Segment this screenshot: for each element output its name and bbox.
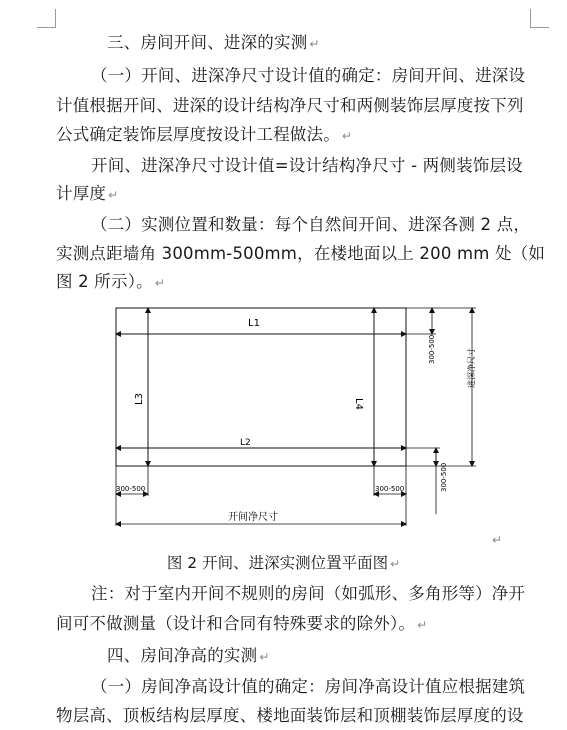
paragraph-text: 物层高、顶板结构层厚度、楼地面装饰层和顶棚装饰层厚度的设 [56,706,524,725]
paragraph-line [91,675,567,699]
label-L3: L3 [134,393,145,405]
dim-label-top-right: 300-500 [428,334,436,364]
return-mark-icon: ↵ [341,129,353,143]
paragraph-text: （一）房间净高设计值的确定：房间净高设计值应根据建筑 [91,677,526,696]
figure-caption [0,552,567,575]
note-text: 注：对于室内开间不规则的房间（如弧形、多角形等）净开 [91,584,526,603]
depth-label: 进深净尺寸 [467,348,476,388]
note-line [91,582,567,606]
paragraph-line [56,123,536,148]
paragraph-text: 计值根据开间、进深的设计结构净尺寸和两侧装饰层厚度按下列 [56,96,524,115]
width-label: 开间净尺寸 [228,512,278,523]
return-mark-icon: ↵ [492,533,503,547]
paragraph-text: 公式确定装饰层厚度按设计工程做法。 [56,125,340,144]
section-heading [107,31,567,56]
formula-text: 开间、进深净尺寸设计值=设计结构净尺寸 - 两侧装饰层设 [91,156,523,175]
paragraph-line [56,242,546,266]
return-mark-icon: ↵ [259,650,270,664]
dim-label-bottom-right: 300-500 [440,462,448,492]
return-mark-icon: ↵ [154,276,166,290]
paragraph-line [56,270,536,295]
formula-line [91,154,567,178]
paragraph-text: （二）实测位置和数量：每个自然间开间、进深各测 2 点， [91,215,531,234]
note-text: 间可不做测量（设计和合同有特殊要求的除外）。 [56,614,416,633]
return-mark-icon: ↵ [390,557,401,571]
floor-plan-figure [100,300,500,540]
room-outline [116,308,406,466]
section-heading-text: 四、房间净高的实测 [107,646,258,665]
paragraph-line [56,704,536,728]
note-line [56,612,536,637]
paragraph-line [91,213,567,237]
paragraph-line [91,64,567,88]
crop-mark-top-right [530,9,549,28]
section-heading [107,644,567,669]
label-L4: L4 [353,398,364,410]
return-mark-icon: ↵ [309,37,320,51]
floor-plan-diagram [100,300,500,540]
section-heading-text: 三、房间开间、进深的实测 [107,33,308,52]
return-mark-icon: ↵ [417,618,428,632]
figure-caption-text: 图 2 开间、进深实测位置平面图 [166,554,389,572]
paragraph-text: 实测点距墙角 300mm-500mm，在楼地面以上 200 mm 处（如 [56,244,546,263]
return-mark-icon: ↵ [108,188,119,202]
label-L1: L1 [248,318,260,329]
label-L2: L2 [240,438,251,448]
dim-label-bottom-mid: 300-500 [375,485,405,493]
paragraph-text: 图 2 所示）。 [56,272,153,291]
paragraph-text: （一）开间、进深净尺寸设计值的确定：房间开间、进深设 [91,66,526,85]
dim-label-bottom-left: 300-500 [116,485,146,493]
formula-line [56,182,536,207]
paragraph-line [56,94,536,118]
formula-text: 计厚度 [56,184,107,203]
crop-mark-top-left [37,9,56,28]
